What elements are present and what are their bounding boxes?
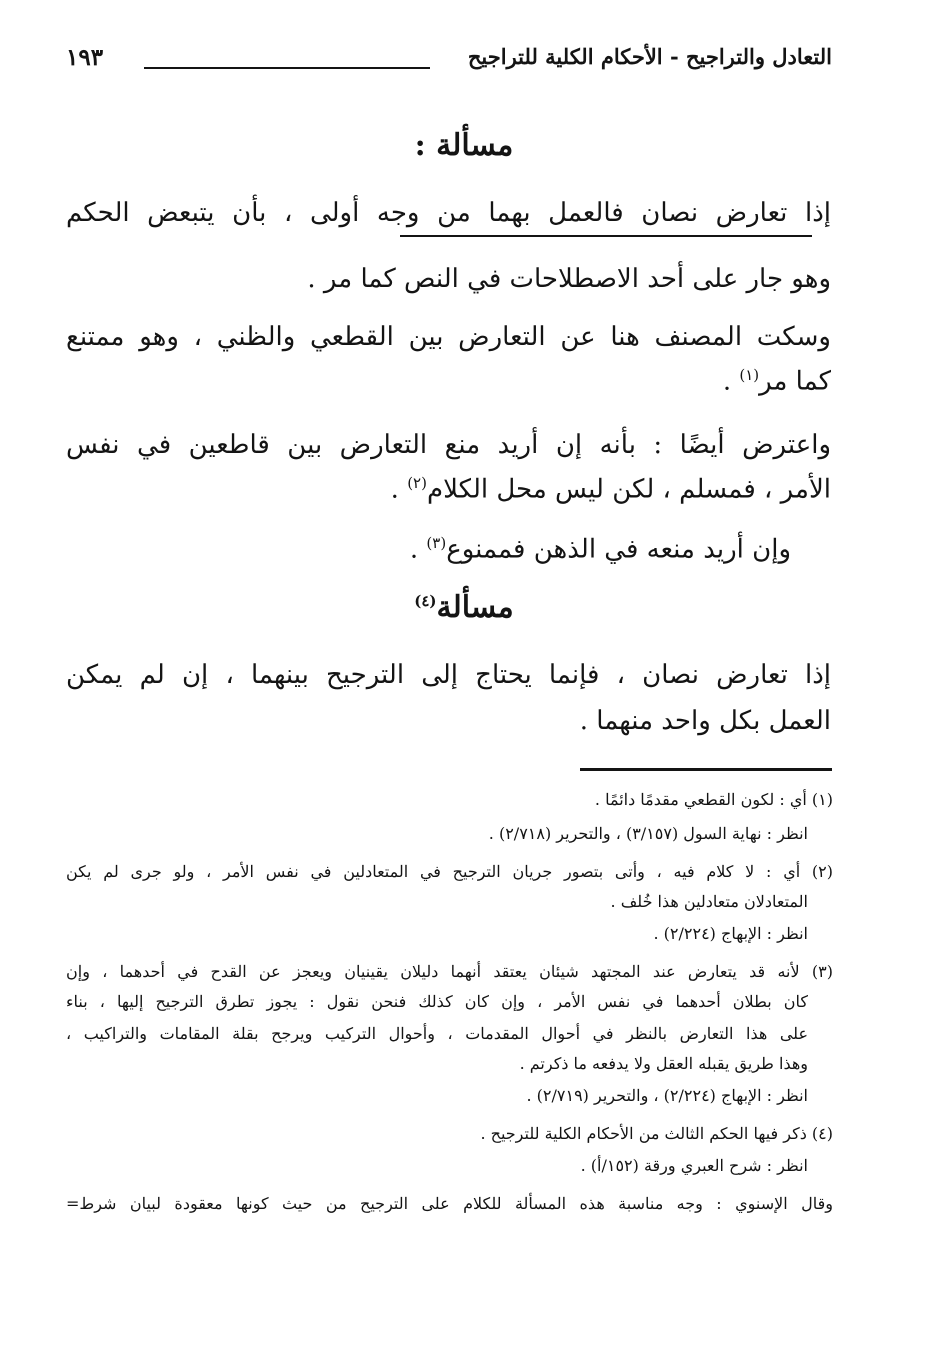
footnote-4-line-3: وقال الإسنوي : وجه مناسبة هذه المسألة للكلام على الترجيح من حيث كونها معقودة لبيان شرط= bbox=[66, 1194, 833, 1213]
footnote-2-line-1: (٢) أي : لا كلام فيه ، وأتى بتصور جريان الترجيح في المتعادلين في نفس الأمر ، ولو جرى لم يكن bbox=[66, 862, 833, 881]
footnote-4-line-1: (٤) ذكر فيها الحكم الثالث من الأحكام الكلية للترجيح . bbox=[480, 1124, 833, 1143]
footnote-3-line-4: وهذا طريق يقبله العقل ولا يدفعه ما ذكرتم . bbox=[519, 1054, 808, 1073]
body-line-9: العمل بكل واحد منهما . bbox=[579, 706, 831, 736]
footnote-4-line-2: انظر : شرح العبري ورقة (١٥٢/أ) . bbox=[580, 1156, 808, 1175]
header-rule bbox=[144, 67, 430, 69]
body-text: الأمر ، فمسلم ، لكن ليس محل الكلام bbox=[426, 474, 831, 505]
footnote-separator bbox=[580, 768, 832, 771]
footnote-marker-1: (١) bbox=[739, 366, 760, 384]
footnote-1-line-1: (١) أي : لكون القطعي مقدمًا دائمًا . bbox=[594, 790, 833, 809]
body-text: وإن أريد منعه في الذهن فممنوع bbox=[446, 534, 791, 565]
running-title: التعادل والتراجيح - الأحكام الكلية للتراجيح bbox=[467, 44, 832, 69]
body-text: كما مر bbox=[759, 366, 831, 397]
footnote-3-line-2: كان بطلان أحدهما في نفس الأمر ، وإن كان كذلك فنحن نقول : يجوز تطرق الترجيح إليها ، بناء bbox=[66, 992, 808, 1011]
footnote-2-line-3: انظر : الإبهاج (٢/٢٢٤) . bbox=[653, 924, 808, 943]
footnote-3-line-3: على هذا التعارض بالنظر في أحوال المقدمات ، وأحوال التركيب ويرجح بقلة المقامات والتراكيب ، bbox=[66, 1024, 808, 1043]
footnote-2-line-2: المتعادلان متعادلين هذا خُلف . bbox=[610, 892, 808, 911]
footnote-1-line-2: انظر : نهاية السول (٣/١٥٧) ، والتحرير (٢/٧١٨) . bbox=[488, 824, 808, 843]
footnote-3-line-1: (٣) لأنه قد يتعارض عند المجتهد شيئان يعتقد أنهما دليلان يقينيان ويعجز عن القدح في أحدهما ، وإن bbox=[66, 962, 833, 981]
body-line-7: وإن أريد منعه في الذهن فممنوع$^{(٣)}$ . bbox=[409, 534, 791, 565]
section-heading-2 bbox=[0, 590, 928, 625]
body-line-2: وهو جار على أحد الاصطلاحات في النص كما مر . bbox=[307, 264, 831, 294]
page-header bbox=[66, 40, 832, 84]
body-line-4: كما مر$^{(١)}$ . bbox=[722, 366, 831, 397]
footnote-marker-3: (٣) bbox=[426, 534, 447, 552]
footnote-3-line-5: انظر : الإبهاج (٢/٢٢٤) ، والتحرير (٢/٧١٩) . bbox=[526, 1086, 808, 1105]
body-line-1: إذا تعارض نصان فالعمل بهما من وجه أولى ، بأن يتبعض الحكم bbox=[66, 198, 831, 228]
body-line-3: وسكت المصنف هنا عن التعارض بين القطعي والظني ، وهو ممتنع bbox=[66, 322, 831, 352]
body-line-6: الأمر ، فمسلم ، لكن ليس محل الكلام$^{(٢)}$ . bbox=[390, 474, 831, 505]
heading-text: مسألة bbox=[436, 590, 514, 625]
underline-mark bbox=[400, 235, 812, 237]
footnote-marker-2: (٢) bbox=[407, 474, 427, 492]
footnote-marker-4: (٤) bbox=[414, 592, 437, 610]
page-number: ١٩٣ bbox=[66, 44, 104, 71]
body-line-5: واعترض أيضًا : بأنه إن أريد منع التعارض بين قاطعين في نفس bbox=[66, 430, 831, 460]
body-line-8: إذا تعارض نصان ، فإنما يحتاج إلى الترجيح بينهما ، إن لم يمكن bbox=[66, 660, 831, 690]
section-heading-1: مسألة : bbox=[414, 128, 514, 163]
